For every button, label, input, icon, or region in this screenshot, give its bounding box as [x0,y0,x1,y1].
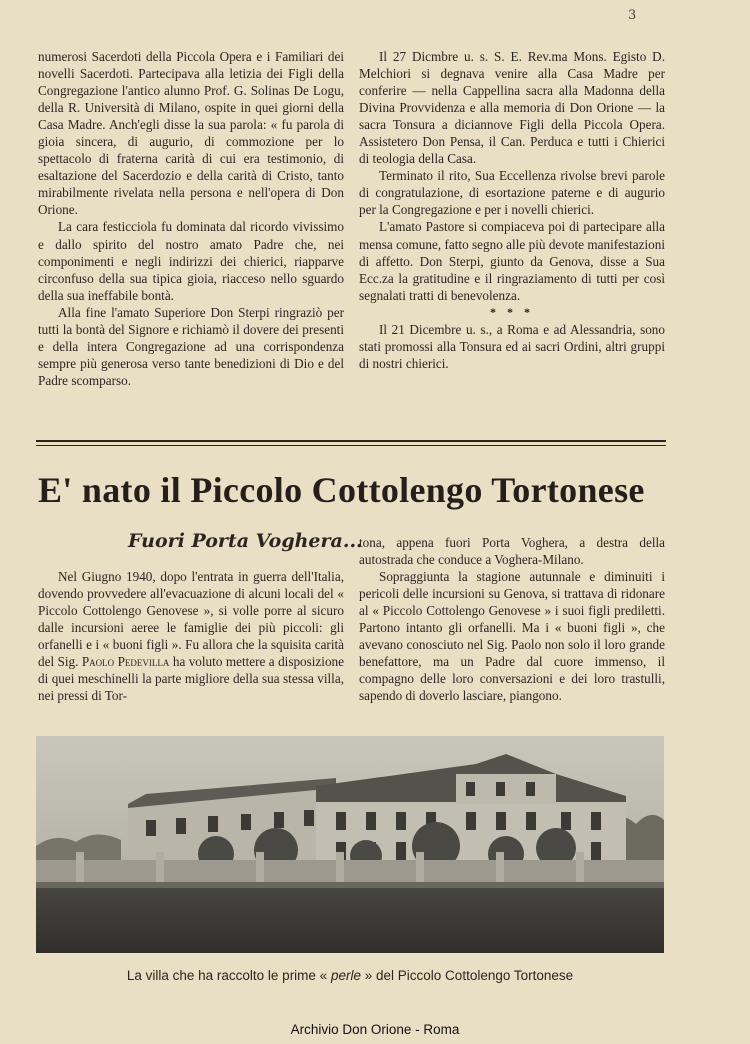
caption-text: La villa che ha raccolto le prime « [126,968,328,983]
paragraph: La cara festicciola fu dominata dal ricordo vivissimo e dallo spirito del nostro amato Padre che, nei componimenti e negli indirizzi dei chierici, riapparve circonfuso della sua tipica gioia, riacceso nello sguardo della sua ineffabile bontà. [38,219,344,303]
article-column-top-right [359,48,665,372]
paragraph [38,568,344,704]
caption-italic-word: perle [330,968,361,983]
paragraph: tona, appena fuori Porta Voghera, a destra della autostrada che conduce a Voghera-Milano. [359,535,665,568]
paragraph-text: Nel Giugno 1940, dopo l'entrata in guerra dell'Italia, dovendo provvedere all'evacuazione di alcuni locali del « Piccolo Cottolengo Genovese », si volle porre al sicuro dalle incursioni aeree le famiglie dei più piccoli: gli orfanelli e i « buoni figli ». Fu allora che la squisita carità del Sig. [38,569,344,670]
archive-footer: Archivio Don Orione - Roma [290,1022,460,1037]
paragraph: numerosi Sacerdoti della Piccola Opera e i Familiari dei novelli Sacerdoti. Partecipava alla letizia dei Figli della Congregazione l'antico alunno Prof. G. Solinas De Logu, della R. Università di Milano, ospite in quei giorni della Casa Madre. Anch'egli disse la sua parola: « fu parola di gioia sincera, di augurio, di commozione per lo spettacolo di fraterna carità di cui era testimonio, di esaltazione del Sacerdozio e della carità di Cristo, tanto mirabilmente rivelata nella persona e nell'opera di Don Orione. [38,49,344,218]
paragraph-text: ha voluto mettere a disposizione di quei meschinelli la parte migliore della sua stessa villa, nei pressi di Tor- [38,654,344,704]
article-column-bottom-left [38,568,344,704]
paragraph: Alla fine l'amato Superiore Don Sterpi ringraziò per tutti la bontà del Signore e richiamò il dovere dei presenti e della intera Congregazione ad una corrispondenza sempre più generosa verso tante benedizioni di Dio e del Padre scomparso. [38,304,344,388]
paragraph: Sopraggiunta la stagione autunnale e diminuiti i pericoli delle incursioni su Genova, si trattava di ridonare al « Piccolo Cottolengo Genovese » i suoi figli prediletti. Partono intanto gli orfanelli. Ma i « buoni figli », che avevano conosciuto nel Sig. Paolo non solo il loro grande benefattore, ma un Padre dal cuore immenso, il compagno delle loro conversazioni e dei loro trastulli, sapendo di doverlo lasciare, piangono. [359,569,665,704]
article-headline: E' nato il Piccolo Cottolengo Tortonese [38,470,645,510]
villa-photograph [36,736,664,953]
section-separator: * * * [490,304,534,319]
article-column-bottom-right [359,534,665,704]
caption-text: » del Piccolo Cottolengo Tortonese [364,968,574,983]
divider [36,440,666,442]
article-column-top-left [38,48,344,389]
paragraph: Il 21 Dicembre u. s., a Roma e ad Alessandria, sono stati promossi alla Tonsura ed ai sacri Ordini, altri gruppi di nostri chierici. [359,321,665,371]
villa-photo-illustration [36,736,664,953]
divider [36,445,666,446]
page-number: 3 [628,8,637,23]
article-subheading: Fuori Porta Voghera... [128,530,363,552]
benefactor-name: Paolo Pedevilla [81,654,170,670]
paragraph: Terminato il rito, Sua Eccellenza rivolse brevi parole di congratulazione, di esortazione paterne e di augurio per la Congregazione e per i novelli chierici. [359,168,665,218]
paragraph: Il 27 Dicmbre u. s. S. E. Rev.ma Mons. Egisto D. Melchiori si degnava venire alla Casa Madre per conferire — nella Cappellina sacra alla Madonna della Divina Provvidenza e alla memoria di Don Orione — la sacra Tonsura a diciannove Figli della Piccola Opera. Assistetero Don Pensa, il Can. Perduca e tutti i Chierici di teologia della Casa. [359,49,665,167]
photo-caption [36,968,664,983]
paragraph: L'amato Pastore si compiaceva poi di partecipare alla mensa comune, fatto segno alle più devote manifestazioni di affetto. Don Sterpi, giunto da Genova, disse a Sua Ecc.za la gratitudine e il ringraziamento di tutti per così segnalati tratti di benevolenza. [359,219,665,303]
